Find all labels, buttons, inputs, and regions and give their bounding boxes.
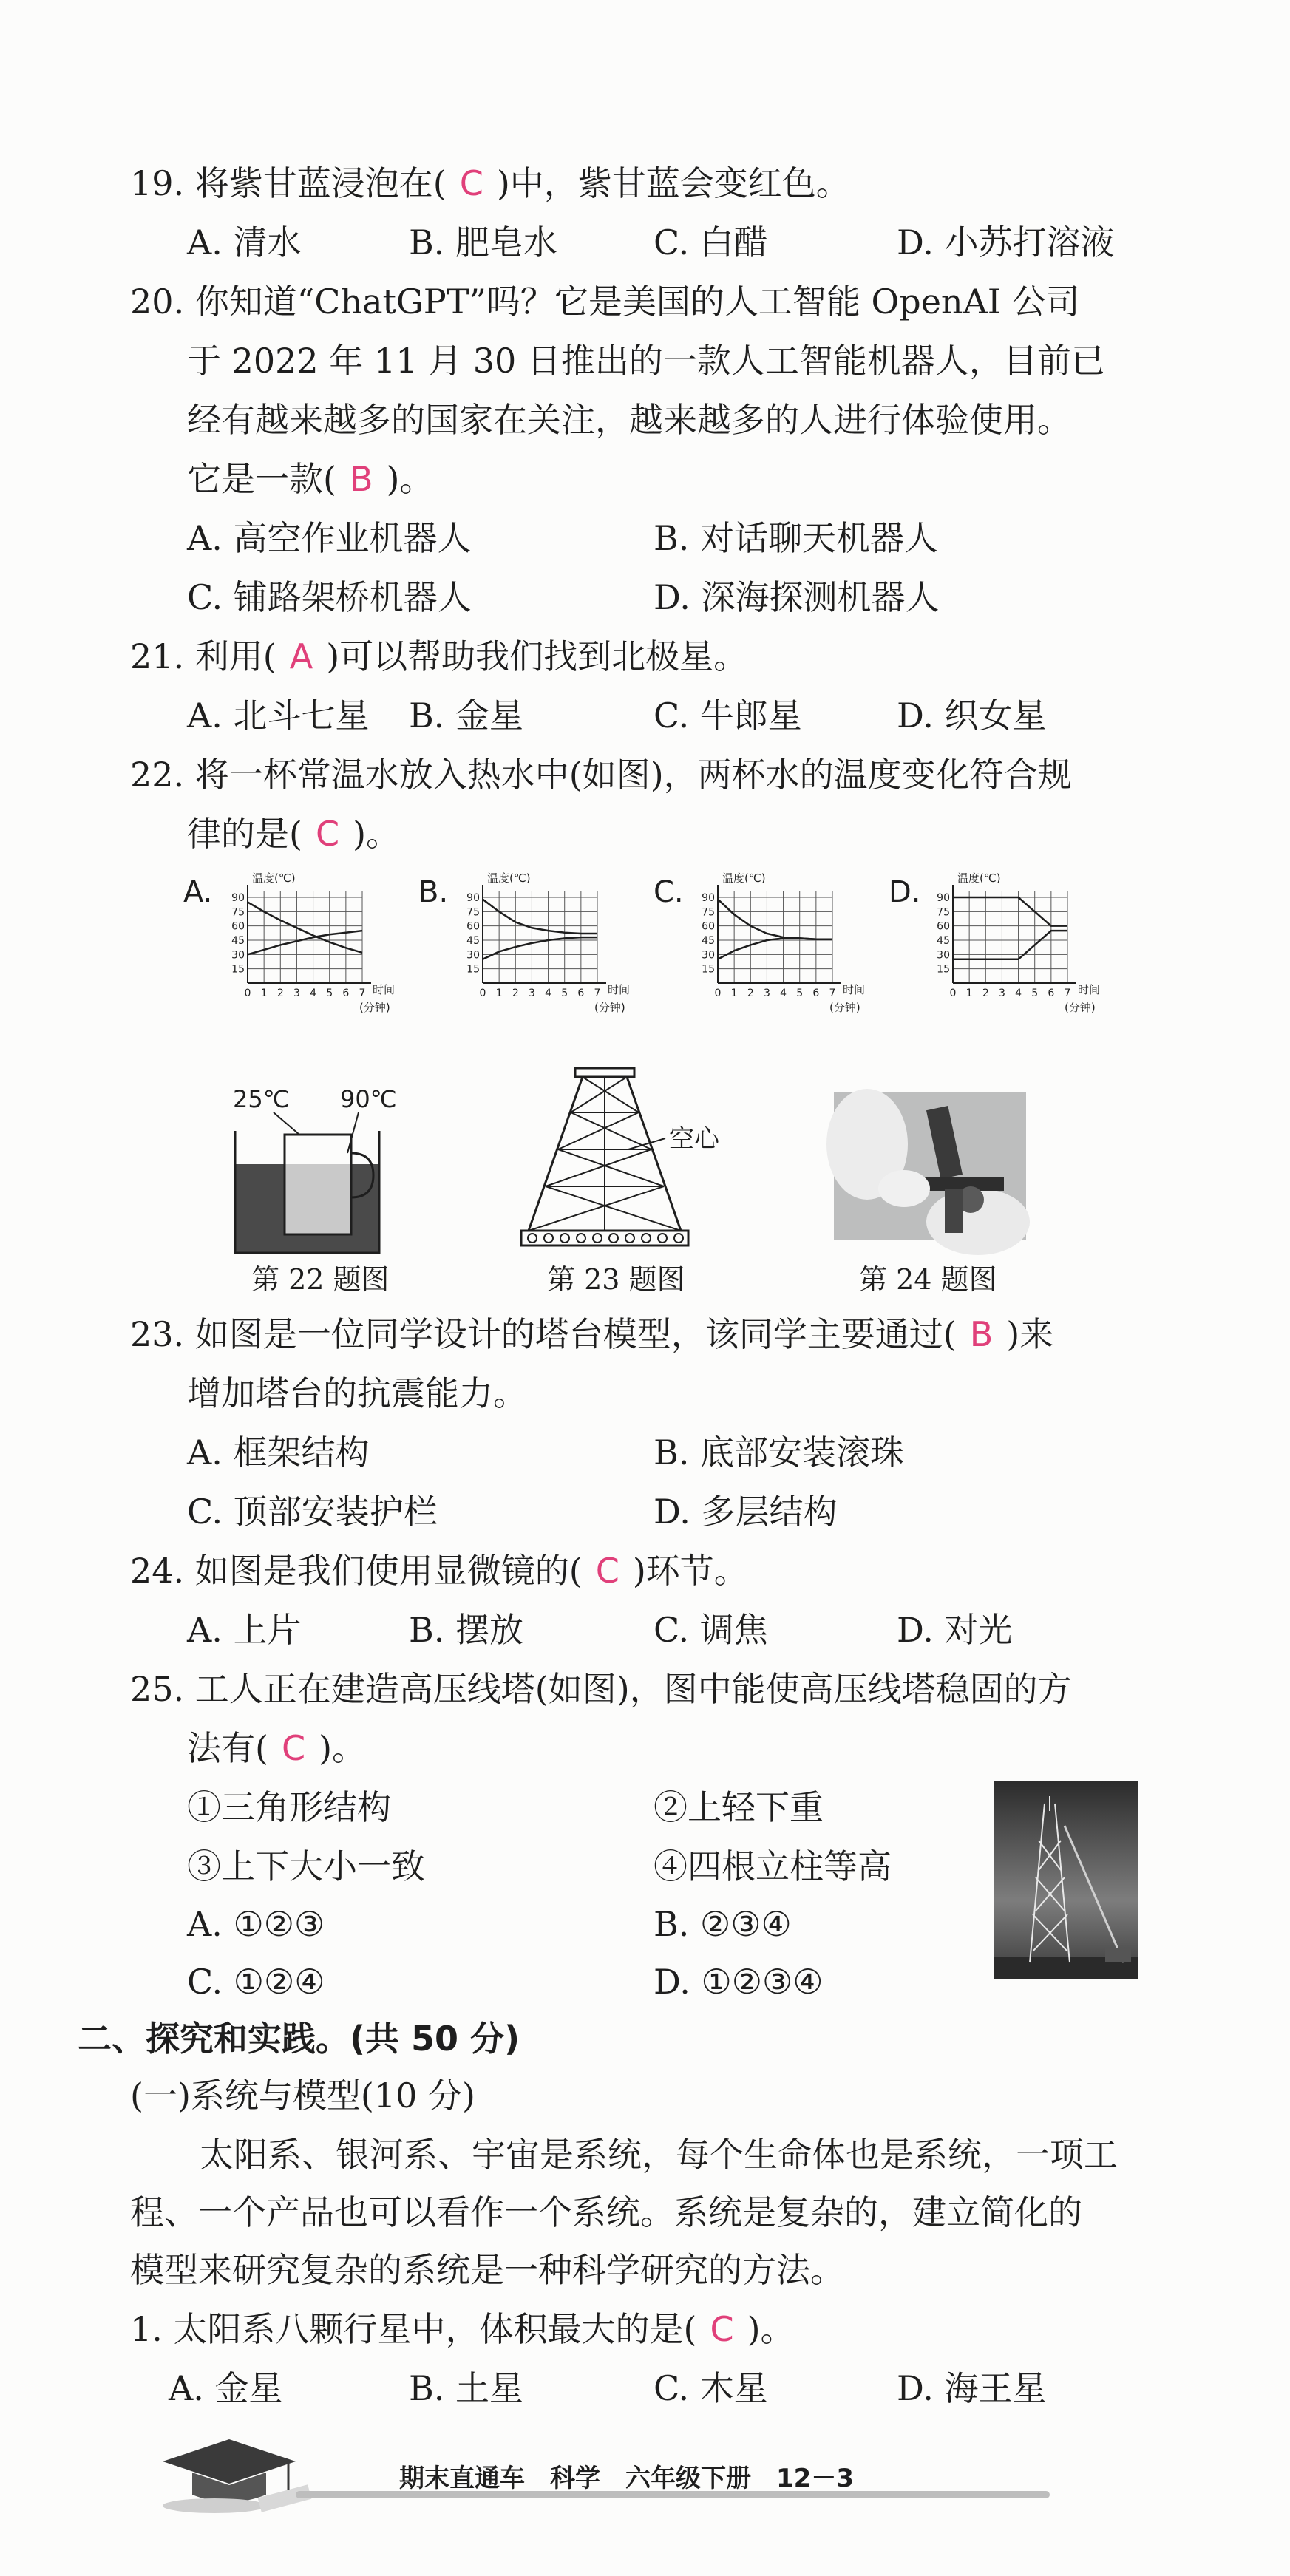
q19-option-b: B. 肥皂水 (409, 222, 558, 262)
q24-option-a: A. 上片 (187, 1610, 302, 1650)
q20-line1: 20. 你知道“ChatGPT”吗？它是美国的人工智能 OpenAI 公司 (130, 282, 1080, 322)
chart-y-tick-label: 60 (231, 920, 245, 933)
chart-y-tick-label: 15 (702, 963, 715, 976)
chart-x-tick-label: 3 (528, 988, 535, 999)
q24-stem (130, 1549, 748, 1593)
q19-option-a: A. 清水 (187, 222, 302, 262)
chart-x-label-unit: (分钟) (1065, 1001, 1096, 1014)
chart-y-label: 温度(℃) (957, 871, 1001, 885)
chart-x-label: 时间 (843, 983, 866, 996)
chart-panel-label: C. (654, 875, 684, 909)
tower-brace (558, 1149, 664, 1186)
chart-x-tick-label: 3 (763, 988, 770, 999)
chart-x-tick-label: 1 (260, 988, 268, 999)
q1-answer: C (710, 2309, 734, 2349)
chart-y-tick-label: 45 (231, 935, 245, 948)
q25-option-c: C. ①②④ (187, 1962, 325, 2002)
chart-y-tick-label: 75 (937, 906, 950, 919)
q25-option-a: A. ①②③ (187, 1904, 325, 1944)
chart-y-label: 温度(℃) (487, 871, 531, 885)
q20-line3: 经有越来越多的国家在关注，越来越多的人进行体验使用。 (187, 400, 1071, 440)
left-pointer (274, 1112, 299, 1135)
section2-title: 二、探究和实践。(共 50 分) (78, 2019, 520, 2059)
q21-stem (130, 634, 747, 679)
chart-x-tick-label: 2 (982, 988, 989, 999)
chart-x-tick-label: 7 (359, 988, 366, 999)
chart-y-label: 温度(℃) (252, 871, 296, 885)
q22-charts (177, 857, 1168, 1057)
tower-brace (558, 1112, 639, 1149)
q24-option-b: B. 摆放 (409, 1610, 524, 1650)
q23-option-a: A. 框架结构 (187, 1433, 370, 1472)
chart-y-tick-label: 75 (702, 906, 715, 919)
chart-x-tick-label: 0 (949, 988, 957, 999)
chart-y-tick-label: 60 (702, 920, 715, 933)
section2-para-line3: 模型来研究复杂的系统是一种科学研究的方法。 (130, 2250, 844, 2290)
tower-brace (546, 1149, 651, 1186)
chart-x-tick-label: 4 (1015, 988, 1022, 999)
chart-x-tick-label: 3 (998, 988, 1005, 999)
chart-series-line-2 (483, 937, 597, 959)
q21-option-a: A. 北斗七星 (187, 696, 370, 735)
q24-option-d: D. 对光 (897, 1610, 1013, 1650)
q22-answer: C (315, 814, 340, 854)
q25-statement-3: ③上下大小一致 (187, 1846, 425, 1886)
q19-stem-a: 19. 将紫甘蓝浸泡在( (130, 163, 447, 203)
q20-answer: B (349, 459, 373, 499)
chart-series-line-2 (953, 931, 1067, 959)
tower-brace (583, 1077, 639, 1112)
fig22-caption: 第 22 题图 (251, 1263, 390, 1296)
q25-statement-4: ④四根立柱等高 (654, 1846, 892, 1886)
chart-x-tick-label: 4 (780, 988, 787, 999)
chart-x-tick-label: 1 (965, 988, 973, 999)
chart-x-label-unit: (分钟) (359, 1001, 390, 1014)
q25-line2-b: )。 (319, 1728, 367, 1768)
fig22-beakers (229, 1085, 397, 1257)
q25-statement-2: ②上轻下重 (654, 1787, 824, 1827)
q1-stem-b: )。 (747, 2309, 795, 2349)
chart-x-label-unit: (分钟) (829, 1001, 860, 1014)
q22-line1: 22. 将一杯常温水放入热水中(如图)，两杯水的温度变化符合规 (130, 755, 1072, 795)
q19-stem-b: )中，紫甘蓝会变红色。 (496, 163, 850, 203)
chart-y-tick-label: 45 (702, 935, 715, 948)
chart-x-label: 时间 (608, 983, 631, 996)
chart-y-tick-label: 90 (231, 892, 245, 905)
q22-line2-a: 律的是( (187, 814, 302, 854)
chart-x-label-unit: (分钟) (594, 1001, 625, 1014)
chart-x-tick-label: 5 (796, 988, 804, 999)
tower-brace (546, 1186, 681, 1231)
q24-option-c: C. 调焦 (654, 1610, 768, 1650)
q21-stem-b: )可以帮助我们找到北极星。 (326, 636, 748, 676)
cup-water (285, 1164, 351, 1234)
q20-option-c: C. 铺路架桥机器人 (187, 577, 472, 617)
section2-para-line2: 程、一个产品也可以看作一个系统。系统是复杂的，建立简化的 (130, 2192, 1082, 2232)
q25-option-d: D. ①②③④ (654, 1962, 824, 2002)
chart-y-tick-label: 15 (937, 963, 950, 976)
q23-option-b: B. 底部安装滚珠 (654, 1433, 905, 1472)
base-balls (528, 1234, 683, 1243)
tower-leg-right (627, 1077, 681, 1231)
chart-y-tick-label: 15 (466, 963, 480, 976)
q22-line2 (187, 812, 400, 856)
q21-option-b: B. 金星 (409, 696, 524, 735)
chart-y-tick-label: 45 (937, 935, 950, 948)
chart-y-tick-label: 60 (937, 920, 950, 933)
q23-line1-b: )来 (1006, 1314, 1054, 1354)
tower-brace (571, 1077, 627, 1112)
q19-stem (130, 161, 850, 205)
chart-y-tick-label: 30 (231, 949, 245, 962)
tower-top (575, 1068, 634, 1077)
chart-x-label: 时间 (373, 983, 396, 996)
chart-x-tick-label: 2 (512, 988, 519, 999)
q24-stem-a: 24. 如图是我们使用显微镜的( (130, 1551, 583, 1591)
chart-x-tick-label: 2 (747, 988, 754, 999)
chart-series-line-2 (718, 938, 832, 959)
q23-line2: 增加塔台的抗震能力。 (187, 1373, 527, 1413)
chart-series-line-1 (718, 900, 832, 939)
q25-line2 (187, 1726, 366, 1770)
chart-x-tick-label: 6 (812, 988, 820, 999)
right-pointer (347, 1112, 359, 1153)
q20-line4-a: 它是一款( (187, 459, 336, 499)
q19-option-c: C. 白醋 (654, 222, 768, 262)
chart-y-tick-label: 30 (937, 949, 950, 962)
chart-series-line-1 (248, 902, 362, 952)
q23-option-d: D. 多层结构 (654, 1492, 838, 1532)
q23-answer: B (969, 1314, 994, 1354)
chart-y-tick-label: 30 (466, 949, 480, 962)
chart-y-tick-label: 30 (702, 949, 715, 962)
q25-line1: 25. 工人正在建造高压线塔(如图)，图中能使高压线塔稳固的方 (130, 1669, 1072, 1709)
chart-x-tick-label: 0 (244, 988, 251, 999)
q20-option-b: B. 对话聊天机器人 (654, 518, 939, 558)
chart-y-tick-label: 60 (466, 920, 480, 933)
q21-option-c: C. 牛郎星 (654, 696, 802, 735)
fig22-left-temp: 25℃ (233, 1085, 290, 1113)
chart-panel-label: A. (183, 875, 213, 909)
q25-statement-1: ①三角形结构 (187, 1787, 391, 1827)
q20-option-d: D. 深海探测机器人 (654, 577, 940, 617)
q19-option-d: D. 小苏打溶液 (897, 222, 1115, 262)
chart-y-tick-label: 90 (466, 892, 480, 905)
chart-x-tick-label: 5 (561, 988, 568, 999)
q19-answer: C (459, 163, 483, 203)
chart-panel-label: D. (889, 875, 921, 909)
tower-leg-left (529, 1077, 583, 1231)
q21-answer: A (289, 636, 313, 676)
chart-x-tick-label: 0 (714, 988, 722, 999)
chart-series-line-1 (483, 900, 597, 934)
q20-line2: 于 2022 年 11 月 30 日推出的一款人工智能机器人，目前已 (187, 341, 1105, 381)
chart-x-tick-label: 1 (495, 988, 503, 999)
q1-option-a: A. 金星 (169, 2368, 283, 2408)
chart-x-tick-label: 7 (1064, 988, 1071, 999)
q21-stem-a: 21. 利用( (130, 636, 276, 676)
chart-x-tick-label: 1 (730, 988, 738, 999)
q24-answer: C (595, 1551, 619, 1591)
chart-x-tick-label: 6 (577, 988, 585, 999)
chart-x-tick-label: 5 (326, 988, 333, 999)
chart-x-tick-label: 7 (829, 988, 836, 999)
graduation-cap-icon (148, 2432, 340, 2521)
section2-subtitle: (一)系统与模型(10 分) (130, 2076, 475, 2115)
q20-line4 (187, 457, 433, 501)
fig24-caption: 第 24 题图 (859, 1263, 997, 1296)
chart-x-tick-label: 4 (545, 988, 552, 999)
fig23-caption: 第 23 题图 (547, 1263, 685, 1296)
q20-line4-b: )。 (386, 459, 434, 499)
q1-option-b: B. 土星 (409, 2368, 524, 2408)
q21-option-d: D. 织女星 (897, 696, 1047, 735)
chart-y-tick-label: 15 (231, 963, 245, 976)
q1-option-c: C. 木星 (654, 2368, 768, 2408)
q24-stem-b: )环节。 (632, 1551, 748, 1591)
section2-para-line1: 太阳系、银河系、宇宙是系统，每个生命体也是系统，一项工 (200, 2135, 1118, 2175)
fig23-label: 空心 (669, 1124, 719, 1154)
q25-line2-a: 法有( (187, 1728, 268, 1768)
q25-tower-photo (994, 1781, 1138, 1979)
chart-x-tick-label: 3 (293, 988, 300, 999)
chart-panel-label: B. (418, 875, 449, 909)
chart-y-label: 温度(℃) (722, 871, 766, 885)
fig22-right-temp: 90℃ (340, 1085, 397, 1113)
chart-y-tick-label: 45 (466, 935, 480, 948)
chart-y-tick-label: 90 (702, 892, 715, 905)
chart-x-tick-label: 0 (479, 988, 486, 999)
chart-x-label: 时间 (1078, 983, 1101, 996)
chart-y-tick-label: 90 (937, 892, 950, 905)
q23-line1-a: 23. 如图是一位同学设计的塔台模型，该同学主要通过( (130, 1314, 957, 1354)
tower-brace (571, 1112, 651, 1149)
q23-line1 (130, 1312, 1053, 1356)
tower-base (521, 1231, 688, 1245)
chart-x-tick-label: 4 (310, 988, 317, 999)
chart-x-tick-label: 5 (1031, 988, 1039, 999)
footer-text: 期末直通车 科学 六年级下册 12－3 (399, 2464, 854, 2493)
q23-option-c: C. 顶部安装护栏 (187, 1492, 438, 1532)
chart-x-tick-label: 6 (342, 988, 350, 999)
chart-x-tick-label: 6 (1048, 988, 1055, 999)
q1-stem-a: 1. 太阳系八颗行星中，体积最大的是( (130, 2309, 697, 2349)
fig24-microscope-photo (834, 1092, 1026, 1240)
q22-line2-b: )。 (353, 814, 401, 854)
chart-x-tick-label: 2 (276, 988, 284, 999)
q1-option-d: D. 海王星 (897, 2368, 1047, 2408)
chart-y-tick-label: 75 (466, 906, 480, 919)
q25-option-b: B. ②③④ (654, 1904, 792, 1944)
tower-brace (529, 1186, 664, 1231)
fig23-tower (517, 1064, 784, 1249)
chart-series-line-2 (248, 931, 362, 954)
chart-y-tick-label: 75 (231, 906, 245, 919)
q1-stem (130, 2307, 795, 2351)
q20-option-a: A. 高空作业机器人 (187, 518, 472, 558)
chart-x-tick-label: 7 (594, 988, 601, 999)
q25-answer: C (281, 1728, 306, 1768)
